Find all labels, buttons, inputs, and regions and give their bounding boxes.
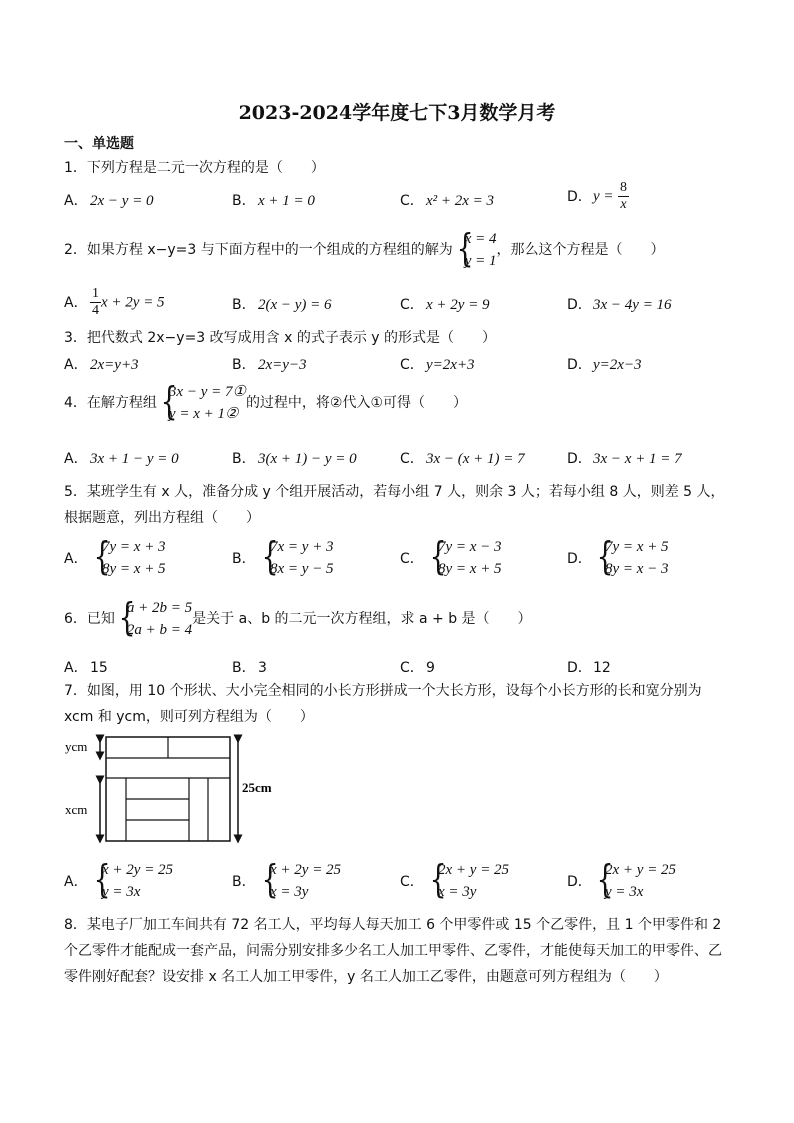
q6-option-d[interactable]: D．12	[567, 660, 611, 676]
q4-option-c[interactable]: C． 3x − (x + 1) = 7	[400, 451, 525, 467]
q1-option-c[interactable]: C． x² + 2x = 3	[400, 193, 495, 209]
equation-system: { 2x + y = 25 y = 3x	[596, 857, 677, 901]
question-3-stem: 3．把代数式 2x−y=3 改写成用含 x 的式子表示 y 的形式是（ ）	[64, 330, 497, 346]
equation-system: { 7y = x + 5 8y = x − 3	[596, 534, 669, 578]
question-2-stem: 2．如果方程 x−y=3 与下面方程中的一个组成的方程组的解为 { x = 4 y = 1 ，那么这个方程是（ ）	[64, 226, 665, 270]
q2-option-a[interactable]: A． $\frac{1}{4}$ x + 2y = 5	[64, 286, 165, 318]
q4-option-b[interactable]: B． 3(x + 1) − y = 0	[232, 451, 357, 467]
rectangle-figure	[64, 734, 284, 850]
equation-system: { 3x − y = 7① y = x + 1②	[160, 379, 246, 423]
q6-option-b[interactable]: B． 3	[232, 660, 267, 676]
equation-system: { 7y = x − 3 8y = x + 5	[429, 534, 502, 578]
question-8-stem: 8．某电子厂加工车间共有 72 名工人，平均每人每天加工 6 个甲零件或 15 个乙零件，且 1 个甲零件和 2 个乙零件才能配成一套产品，问需分别安排多少名工人加工甲零件、乙零件，才能使每天加工的甲零件、乙零件刚好配套？设安排 x 名工人加工甲零件，y 名工人加工乙零件，由题意可列方程组为（ ）	[64, 917, 722, 985]
brace-icon: {	[93, 857, 111, 901]
q1-option-a[interactable]: A． 2x − y = 0	[64, 193, 154, 209]
page-title: 2023-2024学年度七下3月数学月考	[238, 102, 556, 124]
fraction: $\frac{8}{x}$	[619, 180, 627, 212]
brace-icon: {	[596, 534, 614, 578]
brace-icon: {	[160, 379, 178, 423]
q4-option-d[interactable]: D．3x − x + 1 = 7	[567, 451, 682, 467]
q7-option-c[interactable]: C． { 2x + y = 25 x = 3y	[400, 857, 510, 901]
q4-option-a[interactable]: A． 3x + 1 − y = 0	[64, 451, 179, 467]
equation-system: { 7x = y + 3 8x = y − 5	[261, 534, 334, 578]
fraction: $\frac{1}{4}$	[92, 286, 99, 318]
q2-option-b[interactable]: B． 2(x − y) = 6	[232, 297, 332, 313]
q7-option-b[interactable]: B． { x + 2y = 25 x = 3y	[232, 857, 342, 901]
equation-system: { 7y = x + 3 8y = x + 5	[93, 534, 166, 578]
q5-option-a[interactable]: A． { 7y = x + 3 8y = x + 5	[64, 534, 166, 578]
q7-option-d[interactable]: D． { 2x + y = 25 y = 3x	[567, 857, 677, 901]
brace-icon: {	[261, 534, 279, 578]
equation-system: { x + 2y = 25 y = 3x	[93, 857, 174, 901]
question-1-stem: 1．下列方程是二元一次方程的是（ ）	[64, 160, 325, 176]
question-7-stem: 7．如图，用 10 个形状、大小完全相同的小长方形拼成一个大长方形，设每个小长方形的长和宽分别为 xcm 和 ycm，则可列方程组为（ ）	[64, 683, 702, 725]
q6-option-a[interactable]: A． 15	[64, 660, 108, 676]
equation-system: { a + 2b = 5 2a + b = 4	[118, 595, 193, 639]
q3-option-b[interactable]: B． 2x=y−3	[232, 357, 307, 373]
question-5-stem: 5．某班学生有 x 人，准备分成 y 个组开展活动，若每小组 7 人，则余 3 人；若每小组 8 人，则差 5 人，根据题意，列出方程组（ ）	[64, 484, 725, 526]
q1-option-b[interactable]: B． x + 1 = 0	[232, 193, 315, 209]
q5-option-d[interactable]: D． { 7y = x + 5 8y = x − 3	[567, 534, 669, 578]
q2-option-c[interactable]: C． x + 2y = 9	[400, 297, 490, 313]
q2-option-d[interactable]: D．3x − 4y = 16	[567, 297, 672, 313]
q7-option-a[interactable]: A． { x + 2y = 25 y = 3x	[64, 857, 174, 901]
equation-system: { 2x + y = 25 x = 3y	[429, 857, 510, 901]
q3-option-d[interactable]: D．y=2x−3	[567, 357, 642, 373]
brace-icon: {	[456, 226, 474, 270]
question-6-stem: 6．已知 { a + 2b = 5 2a + b = 4 是关于 a、b 的二元一次方程组，求 a + b 是（ ）	[64, 595, 532, 639]
q5-option-b[interactable]: B． { 7x = y + 3 8x = y − 5	[232, 534, 334, 578]
tiling-diagram	[64, 734, 284, 846]
figure-label-y: ycm	[65, 739, 88, 754]
equation-system: { x = 4 y = 1	[456, 226, 497, 270]
q6-option-c[interactable]: C． 9	[400, 660, 435, 676]
section-heading: 一、单选题	[64, 136, 134, 152]
brace-icon: {	[429, 857, 447, 901]
figure-label-x: xcm	[65, 802, 88, 817]
figure-label-height: 25cm	[242, 780, 272, 795]
q1-option-d[interactable]: D．y = $\frac{8}{x}$	[567, 180, 627, 212]
brace-icon: {	[596, 857, 614, 901]
q5-option-c[interactable]: C． { 7y = x − 3 8y = x + 5	[400, 534, 502, 578]
brace-icon: {	[118, 595, 136, 639]
brace-icon: {	[93, 534, 111, 578]
question-4-stem: 4．在解方程组 { 3x − y = 7① y = x + 1② 的过程中，将②代入①可得（ ）	[64, 379, 468, 423]
q3-option-a[interactable]: A． 2x=y+3	[64, 357, 139, 373]
brace-icon: {	[261, 857, 279, 901]
brace-icon: {	[429, 534, 447, 578]
q3-option-c[interactable]: C． y=2x+3	[400, 357, 475, 373]
equation-system: { x + 2y = 25 x = 3y	[261, 857, 342, 901]
